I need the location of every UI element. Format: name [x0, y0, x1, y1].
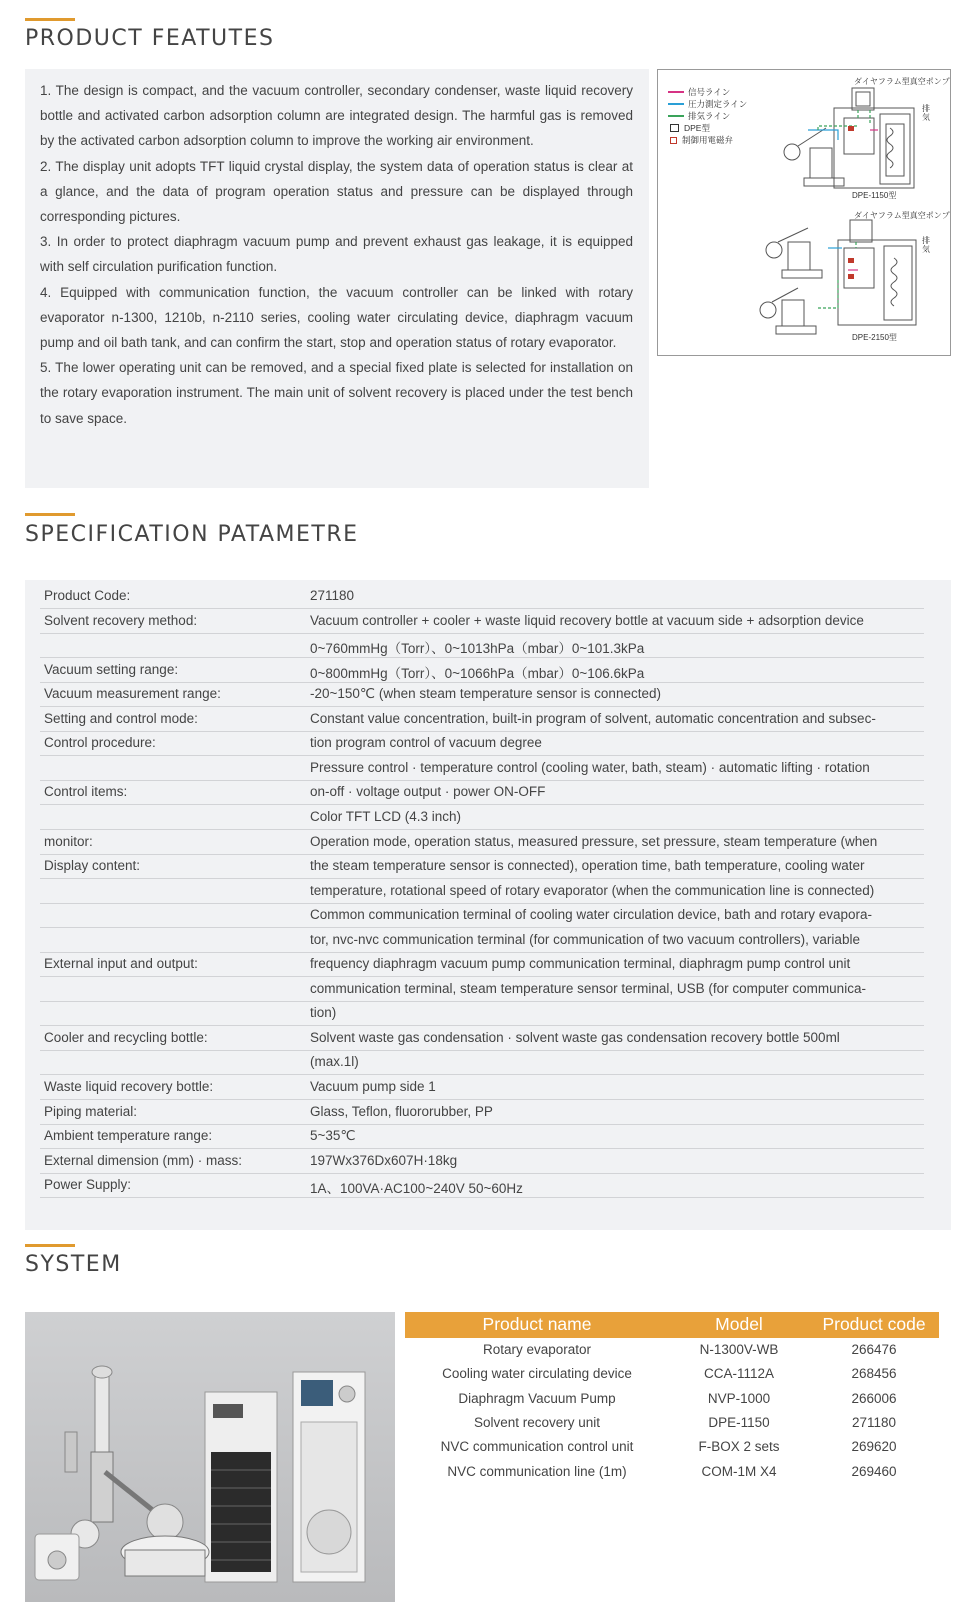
- spec-row: [40, 951, 924, 977]
- product-name-cell: Diaphragm Vacuum Pump: [458, 1390, 616, 1406]
- table-row: [405, 1363, 939, 1388]
- spec-key: monitor:: [44, 833, 93, 849]
- spec-key: Vacuum setting range:: [44, 661, 179, 677]
- spec-title: SPECIFICATION PATAMETRE: [25, 522, 359, 547]
- model-cell: F-BOX 2 sets: [698, 1439, 780, 1455]
- spec-table: [25, 580, 951, 1230]
- spec-row: [40, 1172, 924, 1198]
- spec-key: Cooler and recycling bottle:: [44, 1029, 208, 1045]
- legend-exhaust-line: 排気ライン: [668, 110, 747, 122]
- product-code-cell: 266006: [851, 1390, 897, 1406]
- spec-key: External dimension (mm) · mass:: [44, 1152, 243, 1168]
- spec-row: [40, 1074, 924, 1100]
- spec-key: Setting and control mode:: [44, 710, 198, 726]
- features-accent-bar: [25, 18, 75, 21]
- product-code-cell: 269460: [851, 1463, 897, 1479]
- spec-key: External input and output:: [44, 956, 198, 972]
- spec-value: communication terminal, steam temperature sensor terminal, USB (for computer communica-: [310, 980, 866, 996]
- product-code-cell: 271180: [851, 1414, 897, 1430]
- header-product-code: Product code: [822, 1314, 926, 1334]
- spec-value: the steam temperature sensor is connected), operation time, bath temperature, cooling water: [310, 858, 865, 874]
- spec-row: [40, 976, 924, 1002]
- spec-key: Solvent recovery method:: [44, 612, 198, 628]
- system-diagram: [657, 69, 951, 356]
- spec-value: frequency diaphragm vacuum pump communication terminal, diaphragm pump control unit: [310, 956, 851, 972]
- spec-key: Power Supply:: [44, 1177, 132, 1193]
- product-photo-illustration: [25, 1312, 395, 1602]
- legend-pressure-line: 圧力測定ライン: [668, 98, 747, 110]
- spec-value: -20~150℃ (when steam temperature sensor is connected): [310, 686, 661, 702]
- spec-value: temperature, rotational speed of rotary evaporator (when the communication line is connected): [310, 882, 875, 898]
- model-label-upper: DPE-1150型: [852, 191, 897, 200]
- pump-label-upper: ダイヤフラム型真空ポンプ: [854, 77, 950, 86]
- spec-row: [40, 730, 924, 756]
- spec-key: Control procedure:: [44, 735, 156, 751]
- system-product-photo: [25, 1312, 395, 1602]
- product-code-cell: 266476: [851, 1342, 897, 1357]
- spec-key: Product Code:: [44, 588, 131, 603]
- legend-dpe-box: DPE型: [668, 122, 747, 134]
- spec-value: tion program control of vacuum degree: [310, 735, 542, 751]
- spec-value: 197Wx376Dx607H·18kg: [310, 1152, 458, 1168]
- table-row: [405, 1388, 939, 1413]
- model-cell: CCA-1112A: [703, 1366, 775, 1382]
- spec-value: 271180: [310, 588, 355, 603]
- model-cell: NVP-1000: [707, 1390, 771, 1406]
- spec-row: [40, 804, 924, 830]
- table-row: [405, 1339, 939, 1364]
- spec-row: [40, 608, 924, 634]
- product-code-cell: 269620: [851, 1439, 897, 1455]
- spec-value: on-off · voltage output · power ON-OFF: [310, 784, 546, 800]
- product-name-cell: Cooling water circulating device: [442, 1366, 632, 1382]
- spec-row: [40, 1025, 924, 1051]
- feature-item-4: 4. Equipped with communication function, the vacuum controller can be linked with rotary evaporator n-1300, 1210b, n-2110 series, cooling water circulating device, diaphragm vacuum pump and oil bath tank, and can confirm the start, stop and operation status of rotary evaporator.: [40, 284, 633, 351]
- exhaust-label-upper: 排気: [922, 104, 930, 122]
- spec-key: Control items:: [44, 784, 128, 800]
- spec-key: Display content:: [44, 858, 141, 874]
- system-title: SYSTEM: [25, 1252, 122, 1277]
- spec-row: [40, 1099, 924, 1125]
- spec-row: [40, 632, 924, 658]
- spec-value: Solvent waste gas condensation · solvent waste gas condensation recovery bottle 500ml: [310, 1029, 840, 1045]
- spec-row: [40, 706, 924, 732]
- spec-value: Glass, Teflon, fluororubber, PP: [310, 1103, 493, 1119]
- spec-row: [40, 829, 924, 855]
- feature-item-3: 3. In order to protect diaphragm vacuum pump and prevent exhaust gas leakage, it is equipped with self circulation purification function.: [40, 234, 633, 275]
- spec-value: (max.1l): [310, 1054, 359, 1070]
- model-label-lower: DPE-2150型: [852, 333, 897, 342]
- spec-value: 0~760mmHg（Torr）、0~1013hPa（mbar）0~101.3kPa: [310, 641, 645, 657]
- features-title: PRODUCT FEATUTES: [25, 26, 275, 51]
- spec-row: [40, 681, 924, 707]
- spec-value: Vacuum pump side 1: [310, 1079, 436, 1094]
- spec-row: [40, 1123, 924, 1149]
- system-table-header: [405, 1312, 939, 1338]
- feature-item-1: 1. The design is compact, and the vacuum controller, secondary condenser, waste liquid recovery bottle and activated carbon adsorption column are integrated design. The harmful gas is removed by the activated carbon adsorption column to improve the working air environment.: [40, 83, 633, 149]
- spec-value: Vacuum controller + cooler + waste liquid recovery bottle at vacuum side + adsorption device: [310, 612, 864, 628]
- spec-key: Waste liquid recovery bottle:: [44, 1079, 214, 1094]
- product-name-cell: NVC communication control unit: [440, 1439, 634, 1455]
- spec-row: [40, 1148, 924, 1174]
- table-row: [405, 1461, 939, 1486]
- spec-row: [40, 853, 924, 879]
- spec-value: 0~800mmHg（Torr）、0~1066hPa（mbar）0~106.6kPa: [310, 665, 645, 681]
- spec-value: tion): [310, 1005, 337, 1021]
- header-product-name: Product name: [482, 1314, 592, 1334]
- product-code-cell: 268456: [851, 1366, 897, 1382]
- spec-row: [40, 755, 924, 781]
- spec-key: Piping material:: [44, 1103, 138, 1119]
- header-model: Model: [715, 1314, 763, 1334]
- spec-accent-bar: [25, 513, 75, 516]
- spec-value: Constant value concentration, built-in program of solvent, automatic concentration and subsec-: [310, 710, 876, 726]
- product-name-cell: NVC communication line (1m): [447, 1463, 627, 1479]
- product-name-cell: Rotary evaporator: [482, 1342, 592, 1357]
- feature-item-2: 2. The display unit adopts TFT liquid crystal display, the system data of operation status is clear at a glance, and the data of program operation status and pressure can be displayed through corresponding pictures.: [40, 158, 633, 225]
- spec-row: [40, 927, 924, 953]
- spec-row: [40, 902, 924, 928]
- model-cell: COM-1M X4: [701, 1463, 777, 1479]
- system-accent-bar: [25, 1244, 75, 1247]
- legend-valve: 制御用電磁弁: [668, 134, 747, 146]
- table-row: [405, 1436, 939, 1461]
- model-cell: DPE-1150: [708, 1414, 770, 1430]
- pump-label-lower: ダイヤフラム型真空ポンプ: [854, 211, 950, 220]
- legend-signal-line: 信号ライン: [668, 86, 747, 98]
- spec-row: [40, 779, 924, 805]
- spec-value: Color TFT LCD (4.3 inch): [310, 808, 462, 824]
- spec-key: Ambient temperature range:: [44, 1128, 213, 1144]
- spec-value: Pressure control · temperature control (cooling water, bath, steam) · automatic lifting · rotation: [310, 759, 870, 775]
- spec-value: Common communication terminal of cooling water circulation device, bath and rotary evapora-: [310, 907, 873, 923]
- exhaust-label-lower: 排気: [922, 236, 930, 254]
- spec-row: [40, 1049, 924, 1075]
- product-name-cell: Solvent recovery unit: [473, 1414, 601, 1430]
- spec-row: [40, 583, 924, 609]
- feature-item-5: 5. The lower operating unit can be removed, and a special fixed plate is selected for installation on the rotary evaporation instrument. The main unit of solvent recovery is placed under the test bench to save space.: [40, 360, 633, 426]
- spec-row: [40, 657, 924, 683]
- spec-value: tor, nvc-nvc communication terminal (for communication of two vacuum controllers), variable: [310, 931, 860, 947]
- table-row: [405, 1412, 939, 1437]
- features-panel: [25, 69, 649, 488]
- spec-key: Vacuum measurement range:: [44, 686, 221, 702]
- model-cell: N-1300V-WB: [699, 1342, 779, 1357]
- spec-value: Operation mode, operation status, measured pressure, set pressure, steam temperature (when: [310, 833, 878, 849]
- spec-row: [40, 1000, 924, 1026]
- spec-row: [40, 878, 924, 904]
- spec-value: 1A、100VA·AC100~240V 50~60Hz: [310, 1181, 523, 1197]
- spec-value: 5~35℃: [310, 1128, 356, 1144]
